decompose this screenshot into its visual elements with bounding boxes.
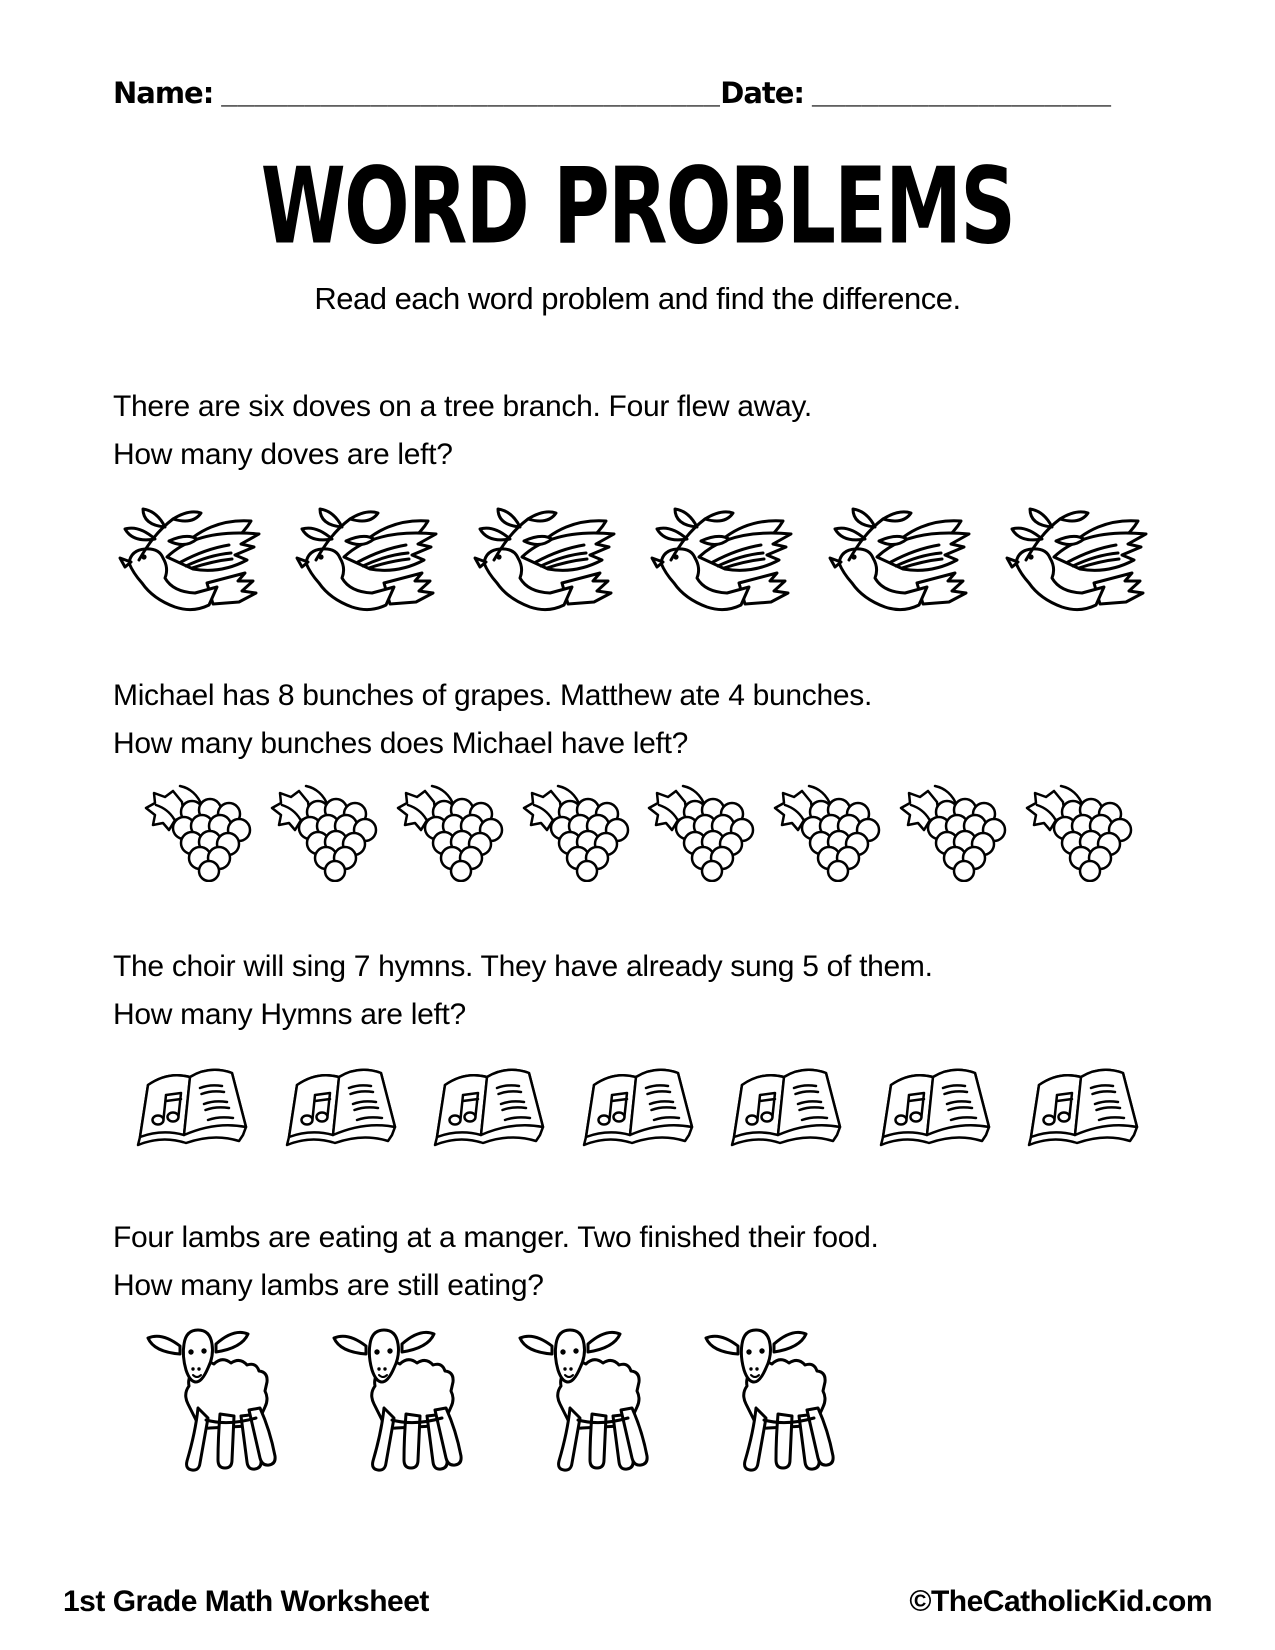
dove-icon [290,505,452,622]
problem-4-text [113,1214,1185,1310]
problem-2 [0,672,1275,887]
hymn-book-icon [1019,1063,1147,1154]
grapes-icon [1023,782,1135,887]
date-label: Date: [720,76,805,110]
problem-2-line2: How many bunches does Michael have left? [113,727,688,760]
name-label: Name: [113,76,214,110]
name-blank-line[interactable]: ______________________________ [221,78,721,110]
dove-icon [1000,505,1162,622]
instructions-text: Read each word problem and find the difference. [314,281,961,316]
problem-3 [0,943,1275,1154]
footer-source-label: ©TheCatholicKid.com [909,1585,1212,1618]
grapes-icon [520,782,632,887]
dove-icon [823,505,985,622]
date-field [720,76,1111,111]
hymn-book-icon [128,1063,256,1154]
grapes-icon [897,782,1009,887]
lamb-icon-row [140,1318,1275,1481]
lamb-icon [512,1318,662,1481]
problem-1-line1: There are six doves on a tree branch. Four flew away. [113,390,812,423]
grapes-icon [645,782,757,887]
problem-4 [0,1214,1275,1481]
grapes-icon [142,782,254,887]
hymn-book-icon [425,1063,553,1154]
problem-2-text [113,672,1185,768]
lamb-icon [140,1318,290,1481]
problem-3-text [113,943,1185,1039]
problem-4-line2: How many lambs are still eating? [113,1269,544,1302]
problem-2-line1: Michael has 8 bunches of grapes. Matthew ate 4 bunches. [113,679,872,712]
grapes-icon [394,782,506,887]
problem-3-line2: How many Hymns are left? [113,998,466,1031]
grapes-icon-row [142,782,1135,887]
name-field [113,76,720,111]
grapes-icon [771,782,883,887]
date-blank-line[interactable]: __________________ [812,78,1112,110]
hymn-book-icon [574,1063,702,1154]
problem-1-text [113,383,1185,479]
lamb-icon [698,1318,848,1481]
footer [63,1585,1212,1619]
hymn-book-icon-row [128,1063,1147,1154]
page-title: WORD PROBLEMS [260,146,1015,269]
hymn-book-icon [722,1063,850,1154]
hymn-book-icon [871,1063,999,1154]
problem-4-line1: Four lambs are eating at a manger. Two finished their food. [113,1221,879,1254]
dove-icon [113,505,275,622]
dove-icon-row [113,505,1162,622]
dove-icon [468,505,630,622]
hymn-book-icon [277,1063,405,1154]
problem-1-line2: How many doves are left? [113,438,453,471]
grapes-icon [268,782,380,887]
dove-icon [645,505,807,622]
problem-1 [0,383,1275,622]
header [0,0,1275,111]
lamb-icon [326,1318,476,1481]
footer-grade-label: 1st Grade Math Worksheet [63,1585,429,1618]
problem-3-line1: The choir will sing 7 hymns. They have already sung 5 of them. [113,950,933,983]
